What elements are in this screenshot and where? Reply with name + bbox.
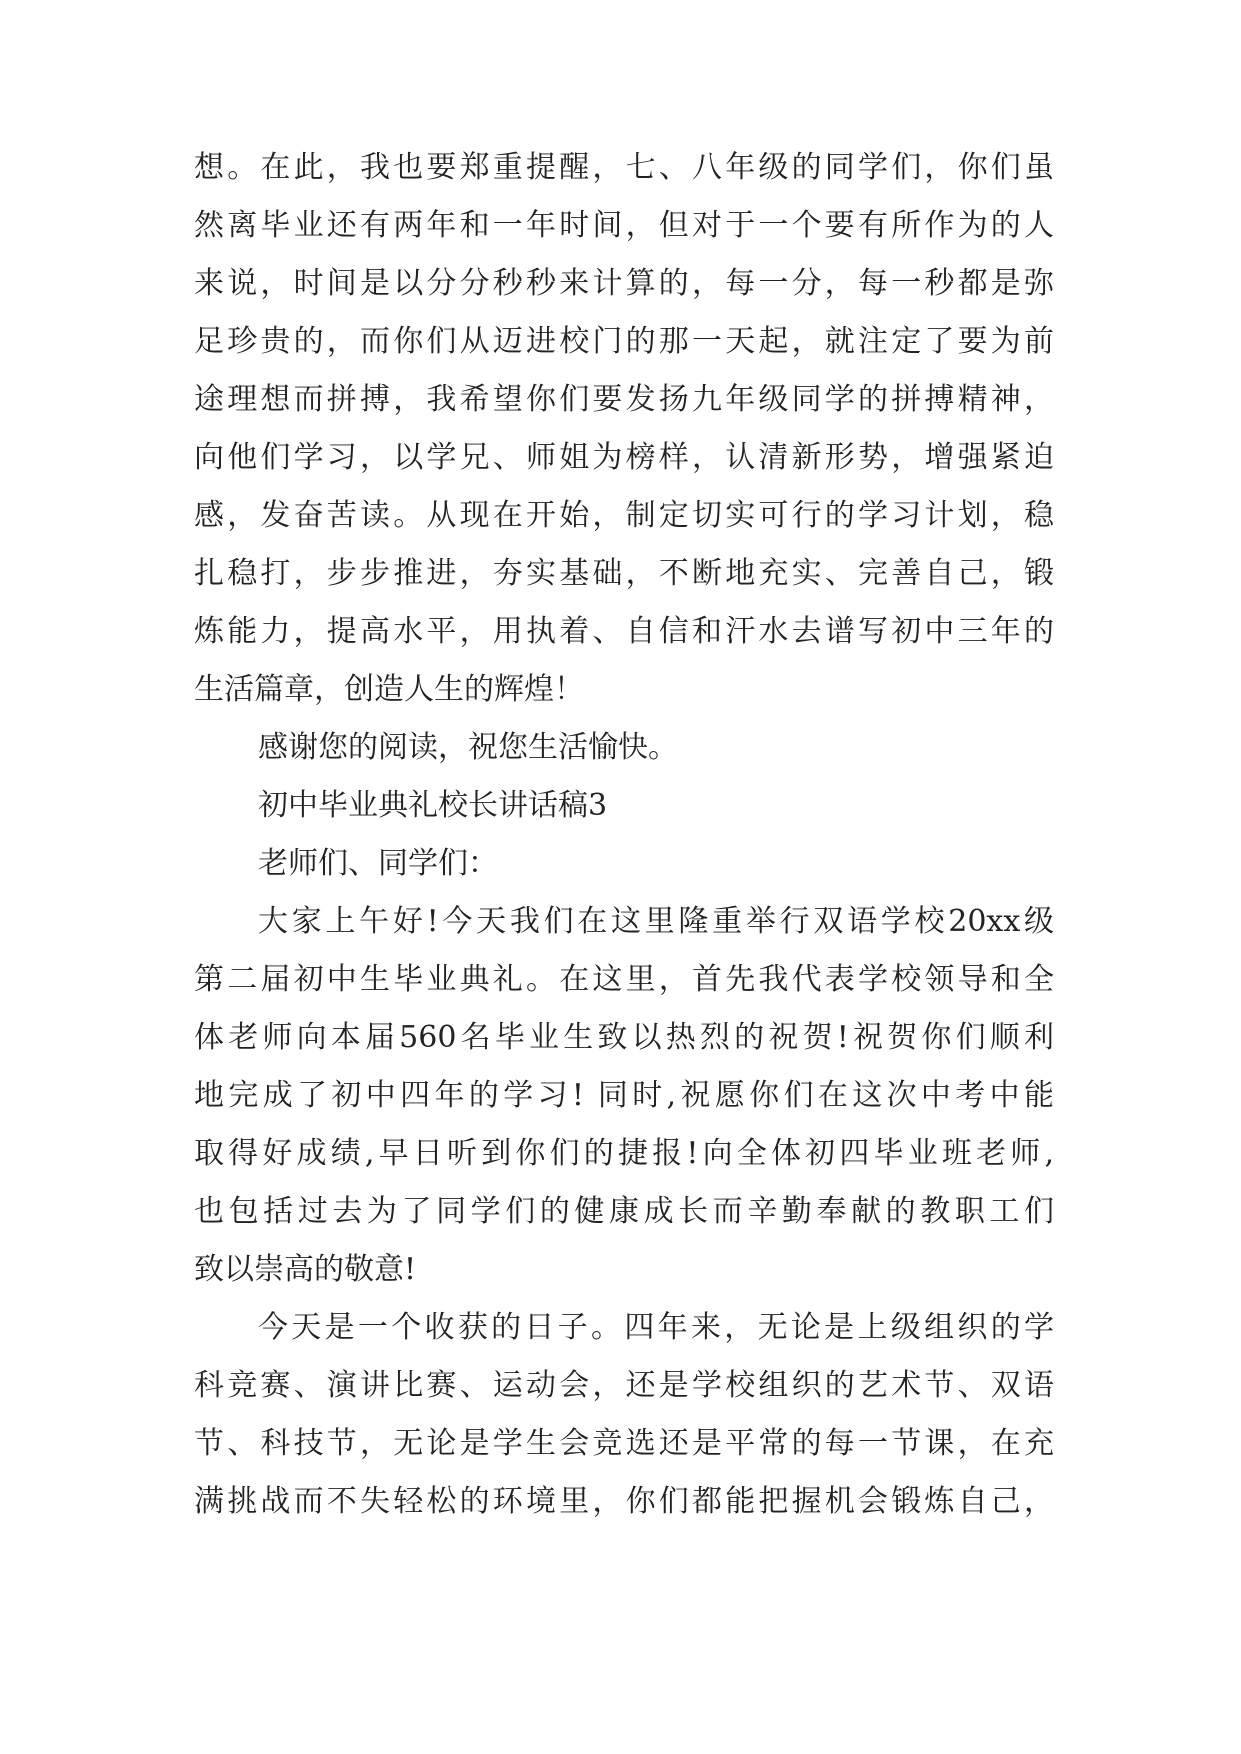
text-line: 致以崇高的敬意!: [194, 1252, 417, 1287]
text-line: 扎稳打，步步推进，夯实基础，不断地充实、完善自己，锻: [194, 556, 1054, 591]
text-line: 节、科技节，无论是学生会竞选还是平常的每一节课，在充: [194, 1426, 1054, 1461]
text-line: 满挑战而不失轻松的环境里，你们都能把握机会锻炼自己，: [194, 1484, 1054, 1519]
text-line: 也包括过去为了同学们的健康成长而辛勤奉献的教职工们: [194, 1194, 1054, 1229]
section-title: 初中毕业典礼校长讲话稿3: [258, 788, 608, 823]
text-line: 炼能力，提高水平，用执着、自信和汗水去谱写初中三年的: [194, 614, 1054, 649]
text-line: 途理想而拼搏，我希望你们要发扬九年级同学的拼搏精神，: [194, 382, 1054, 417]
text-line: 科竞赛、演讲比赛、运动会，还是学校组织的艺术节、双语: [194, 1368, 1054, 1403]
text-line: 大家上午好!今天我们在这里隆重举行双语学校20xx级: [258, 904, 1054, 939]
text-line: 感，发奋苦读。从现在开始，制定切实可行的学习计划，稳: [194, 498, 1054, 533]
text-line: 然离毕业还有两年和一年时间，但对于一个要有所作为的人: [194, 208, 1054, 243]
salutation: 老师们、同学们：: [258, 846, 498, 881]
text-line: 第二届初中生毕业典礼。在这里，首先我代表学校领导和全: [194, 962, 1054, 997]
text-line: 地完成了初中四年的学习! 同时,祝愿你们在这次中考中能: [194, 1078, 1054, 1113]
text-line: 足珍贵的，而你们从迈进校门的那一天起，就注定了要为前: [194, 324, 1054, 359]
text-line: 想。在此，我也要郑重提醒，七、八年级的同学们，你们虽: [194, 150, 1054, 185]
text-line: 取得好成绩,早日听到你们的捷报!向全体初四毕业班老师,: [194, 1136, 1054, 1171]
text-line: 生活篇章，创造人生的辉煌！: [194, 672, 584, 707]
text-line: 向他们学习，以学兄、师姐为榜样，认清新形势，增强紧迫: [194, 440, 1054, 475]
text-line: 今天是一个收获的日子。四年来，无论是上级组织的学: [258, 1310, 1054, 1345]
text-line: 体老师向本届560名毕业生致以热烈的祝贺!祝贺你们顺利: [194, 1020, 1054, 1055]
closing-line: 感谢您的阅读，祝您生活愉快。: [258, 730, 678, 765]
text-line: 来说，时间是以分分秒秒来计算的，每一分，每一秒都是弥: [194, 266, 1054, 301]
